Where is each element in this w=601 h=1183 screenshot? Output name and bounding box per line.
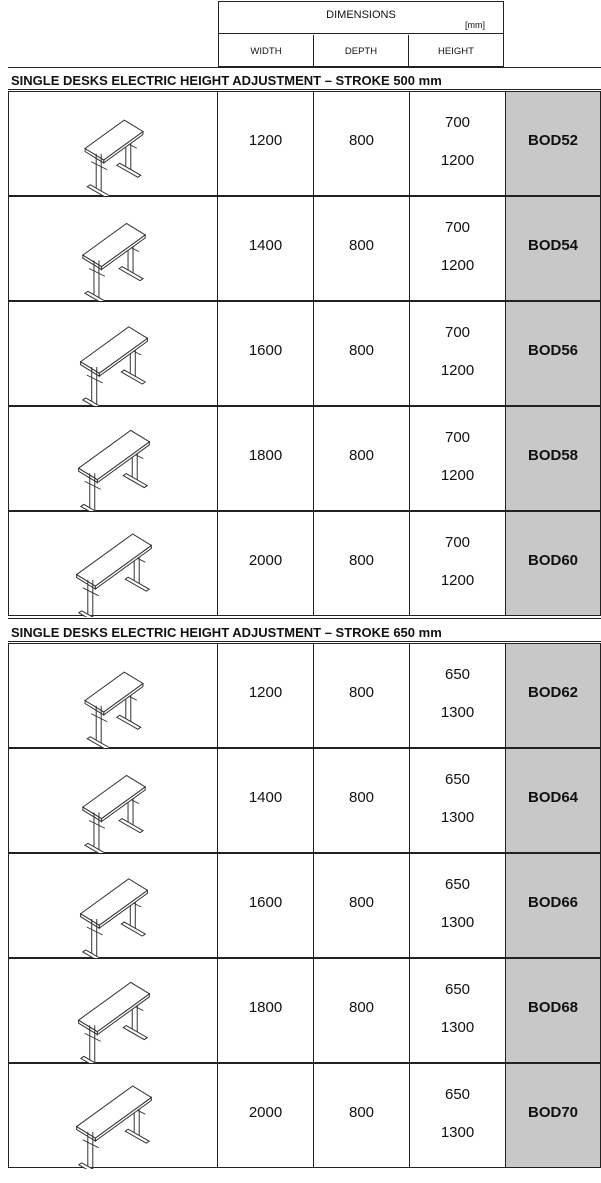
desk-image-cell [8, 406, 218, 511]
width-value: 1200 [248, 684, 283, 701]
height-min-value: 700 [444, 114, 471, 131]
height-cell [409, 511, 506, 616]
table-row [8, 301, 601, 406]
depth-cell [313, 1063, 410, 1168]
depth-value: 800 [348, 789, 375, 806]
column-header-depth: DEPTH [313, 35, 408, 67]
product-code: BOD54 [527, 237, 579, 254]
depth-cell [313, 643, 410, 748]
height-min-value: 700 [444, 429, 471, 446]
desk-image-cell [8, 196, 218, 301]
height-min-value: 650 [444, 1086, 471, 1103]
width-value: 1200 [248, 132, 283, 149]
depth-cell [313, 196, 410, 301]
product-code: BOD52 [527, 132, 579, 149]
table-row [8, 748, 601, 853]
section-title: SINGLE DESKS ELECTRIC HEIGHT ADJUSTMENT – STROKE 650 mm [11, 625, 442, 640]
height-max-value: 1300 [440, 1019, 475, 1036]
table-row [8, 958, 601, 1063]
product-code-cell [505, 643, 601, 748]
product-code-cell [505, 958, 601, 1063]
desk-image-cell [8, 748, 218, 853]
height-cell [409, 91, 506, 196]
width-cell [217, 196, 314, 301]
desk-image-cell [8, 643, 218, 748]
width-cell [217, 958, 314, 1063]
width-cell [217, 1063, 314, 1168]
depth-value: 800 [348, 894, 375, 911]
depth-value: 800 [348, 1104, 375, 1121]
width-value: 1400 [248, 237, 283, 254]
column-header-height: HEIGHT [408, 35, 503, 67]
height-min-value: 650 [444, 771, 471, 788]
width-value: 1800 [248, 999, 283, 1016]
table-row [8, 643, 601, 748]
product-code: BOD60 [527, 552, 579, 569]
product-code: BOD68 [527, 999, 579, 1016]
table-row [8, 406, 601, 511]
product-code-cell [505, 196, 601, 301]
table-row [8, 1063, 601, 1168]
desk-image-cell [8, 958, 218, 1063]
product-code-cell [505, 406, 601, 511]
width-cell [217, 406, 314, 511]
height-max-value: 1200 [440, 572, 475, 589]
product-code-cell [505, 91, 601, 196]
width-value: 2000 [248, 552, 283, 569]
height-min-value: 700 [444, 324, 471, 341]
depth-cell [313, 91, 410, 196]
desk-image-cell [8, 511, 218, 616]
height-cell [409, 958, 506, 1063]
width-value: 2000 [248, 1104, 283, 1121]
product-code-cell [505, 748, 601, 853]
height-max-value: 1300 [440, 1124, 475, 1141]
dimensions-header-top [219, 2, 503, 34]
column-headers [219, 35, 503, 67]
depth-value: 800 [348, 552, 375, 569]
height-min-value: 650 [444, 876, 471, 893]
section-divider [8, 67, 601, 68]
depth-cell [313, 853, 410, 958]
height-min-value: 650 [444, 981, 471, 998]
depth-value: 800 [348, 999, 375, 1016]
height-max-value: 1300 [440, 704, 475, 721]
product-code: BOD58 [527, 447, 579, 464]
width-cell [217, 643, 314, 748]
product-code: BOD64 [527, 789, 579, 806]
desk-image-cell [8, 91, 218, 196]
depth-cell [313, 406, 410, 511]
product-code: BOD70 [527, 1104, 579, 1121]
height-cell [409, 301, 506, 406]
width-cell [217, 511, 314, 616]
height-max-value: 1200 [440, 257, 475, 274]
section-divider [8, 618, 601, 619]
product-code-cell [505, 853, 601, 958]
section-divider [8, 641, 601, 642]
width-value: 1600 [248, 342, 283, 359]
height-min-value: 700 [444, 534, 471, 551]
desk-image-cell [8, 1063, 218, 1168]
depth-cell [313, 511, 410, 616]
height-cell [409, 1063, 506, 1168]
height-max-value: 1300 [440, 809, 475, 826]
height-min-value: 650 [444, 666, 471, 683]
desk-image-cell [8, 853, 218, 958]
table-row [8, 196, 601, 301]
width-cell [217, 748, 314, 853]
depth-cell [313, 748, 410, 853]
product-code-cell [505, 1063, 601, 1168]
table-row [8, 853, 601, 958]
width-value: 1400 [248, 789, 283, 806]
height-cell [409, 406, 506, 511]
product-code-cell [505, 301, 601, 406]
section-divider [8, 89, 601, 90]
unit-label: [mm] [465, 20, 485, 30]
product-code: BOD62 [527, 684, 579, 701]
dimensions-label: DIMENSIONS [326, 9, 396, 21]
height-max-value: 1200 [440, 362, 475, 379]
table-row [8, 91, 601, 196]
column-header-width: WIDTH [250, 45, 282, 57]
depth-value: 800 [348, 237, 375, 254]
height-cell [409, 853, 506, 958]
product-code: BOD66 [527, 894, 579, 911]
depth-value: 800 [348, 447, 375, 464]
width-value: 1600 [248, 894, 283, 911]
height-max-value: 1300 [440, 914, 475, 931]
height-max-value: 1200 [440, 467, 475, 484]
width-value: 1800 [248, 447, 283, 464]
depth-value: 800 [348, 684, 375, 701]
width-cell [217, 301, 314, 406]
height-cell [409, 643, 506, 748]
dimensions-header [218, 1, 504, 67]
depth-cell [313, 301, 410, 406]
depth-cell [313, 958, 410, 1063]
product-code: BOD56 [527, 342, 579, 359]
height-cell [409, 748, 506, 853]
height-min-value: 700 [444, 219, 471, 236]
section-title: SINGLE DESKS ELECTRIC HEIGHT ADJUSTMENT – STROKE 500 mm [11, 73, 442, 88]
height-max-value: 1200 [440, 152, 475, 169]
table-row [8, 511, 601, 616]
width-cell [217, 91, 314, 196]
width-cell [217, 853, 314, 958]
depth-value: 800 [348, 132, 375, 149]
desk-image-cell [8, 301, 218, 406]
depth-value: 800 [348, 342, 375, 359]
product-code-cell [505, 511, 601, 616]
height-cell [409, 196, 506, 301]
